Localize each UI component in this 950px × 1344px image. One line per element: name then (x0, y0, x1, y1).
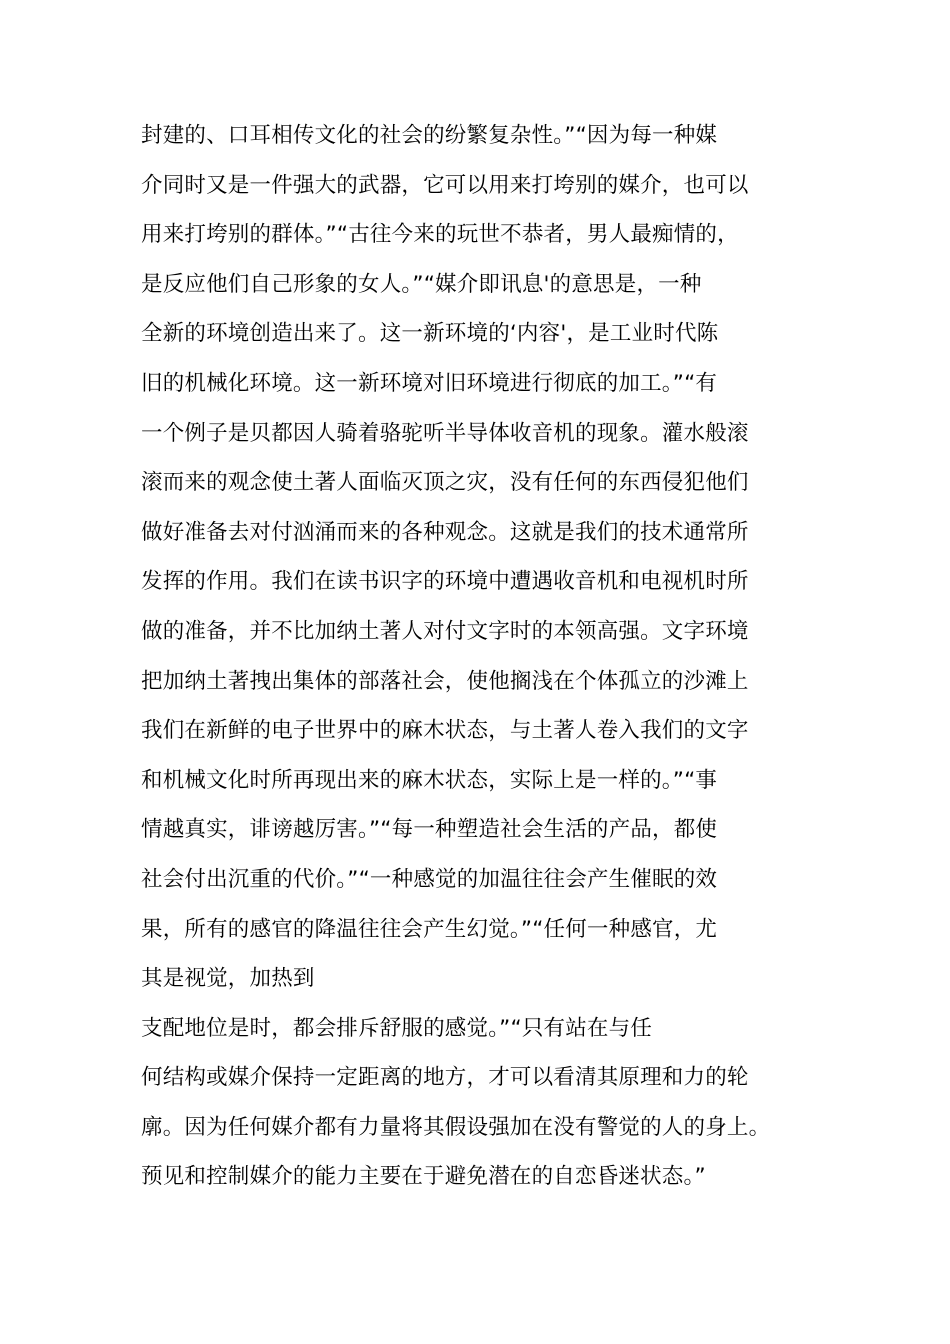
text-line: 把加纳土著拽出集体的部落社会，使他搁浅在个体孤立的沙滩上 (141, 668, 749, 694)
text-line: 和机械文化时所再现出来的麻木状态，实际上是一样的。”“事 (141, 767, 718, 793)
text-line: 封建的、口耳相传文化的社会的纷繁复杂性。”“因为每一种媒 (141, 123, 718, 148)
text-line: 介同时又是一件强大的武器，它可以用来打垮别的媒介，也可以 (141, 172, 749, 198)
text-line: 做好准备去对付汹涌而来的各种观念。这就是我们的技术通常所 (141, 519, 749, 545)
text-line: 支配地位是时，都会排斥舒服的感觉。”“只有站在与任 (141, 1015, 653, 1041)
body-text (141, 116, 821, 1207)
text-line: 一个例子是贝都因人骑着骆驼听半导体收音机的现象。灌水般滚 (141, 420, 749, 446)
text-line: 全新的环境创造出来了。这一新环境的‘内容'，是工业时代陈 (141, 321, 719, 347)
text-line: 情越真实，诽谤越厉害。”“每一种塑造社会生活的产品，都使 (141, 817, 718, 843)
text-line: 用来打垮别的群体。”“古往今来的玩世不恭者，男人最痴情的， (141, 222, 739, 248)
text-line: 社会付出沉重的代价。”“一种感觉的加温往往会产生催眠的效 (141, 866, 718, 892)
text-line: 廓。因为任何媒介都有力量将其假设强加在没有警觉的人的身上。 (141, 1114, 771, 1140)
text-line: 做的准备，并不比加纳土著人对付文字时的本领高强。文字环境 (141, 618, 749, 644)
text-line: 其是视觉，加热到 (141, 966, 315, 992)
text-line: 发挥的作用。我们在读书识字的环境中遭遇收音机和电视机时所 (141, 569, 749, 595)
text-line: 滚而来的观念使土著人面临灭顶之灾，没有任何的东西侵犯他们 (141, 470, 749, 496)
text-line: 我们在新鲜的电子世界中的麻木状态，与土著人卷入我们的文字 (141, 718, 749, 744)
text-line: 预见和控制媒介的能力主要在于避免潜在的自恋昏迷状态。” (141, 1164, 706, 1190)
text-line: 何结构或媒介保持一定距离的地方，才可以看清其原理和力的轮 (141, 1065, 749, 1091)
text-line: 是反应他们自己形象的女人。”“媒介即讯息'的意思是，一种 (141, 271, 702, 297)
text-line: 果，所有的感官的降温往往会产生幻觉。”“任何一种感官，尤 (141, 916, 718, 942)
text-line: 旧的机械化环境。这一新环境对旧环境进行彻底的加工。”“有 (141, 370, 718, 396)
